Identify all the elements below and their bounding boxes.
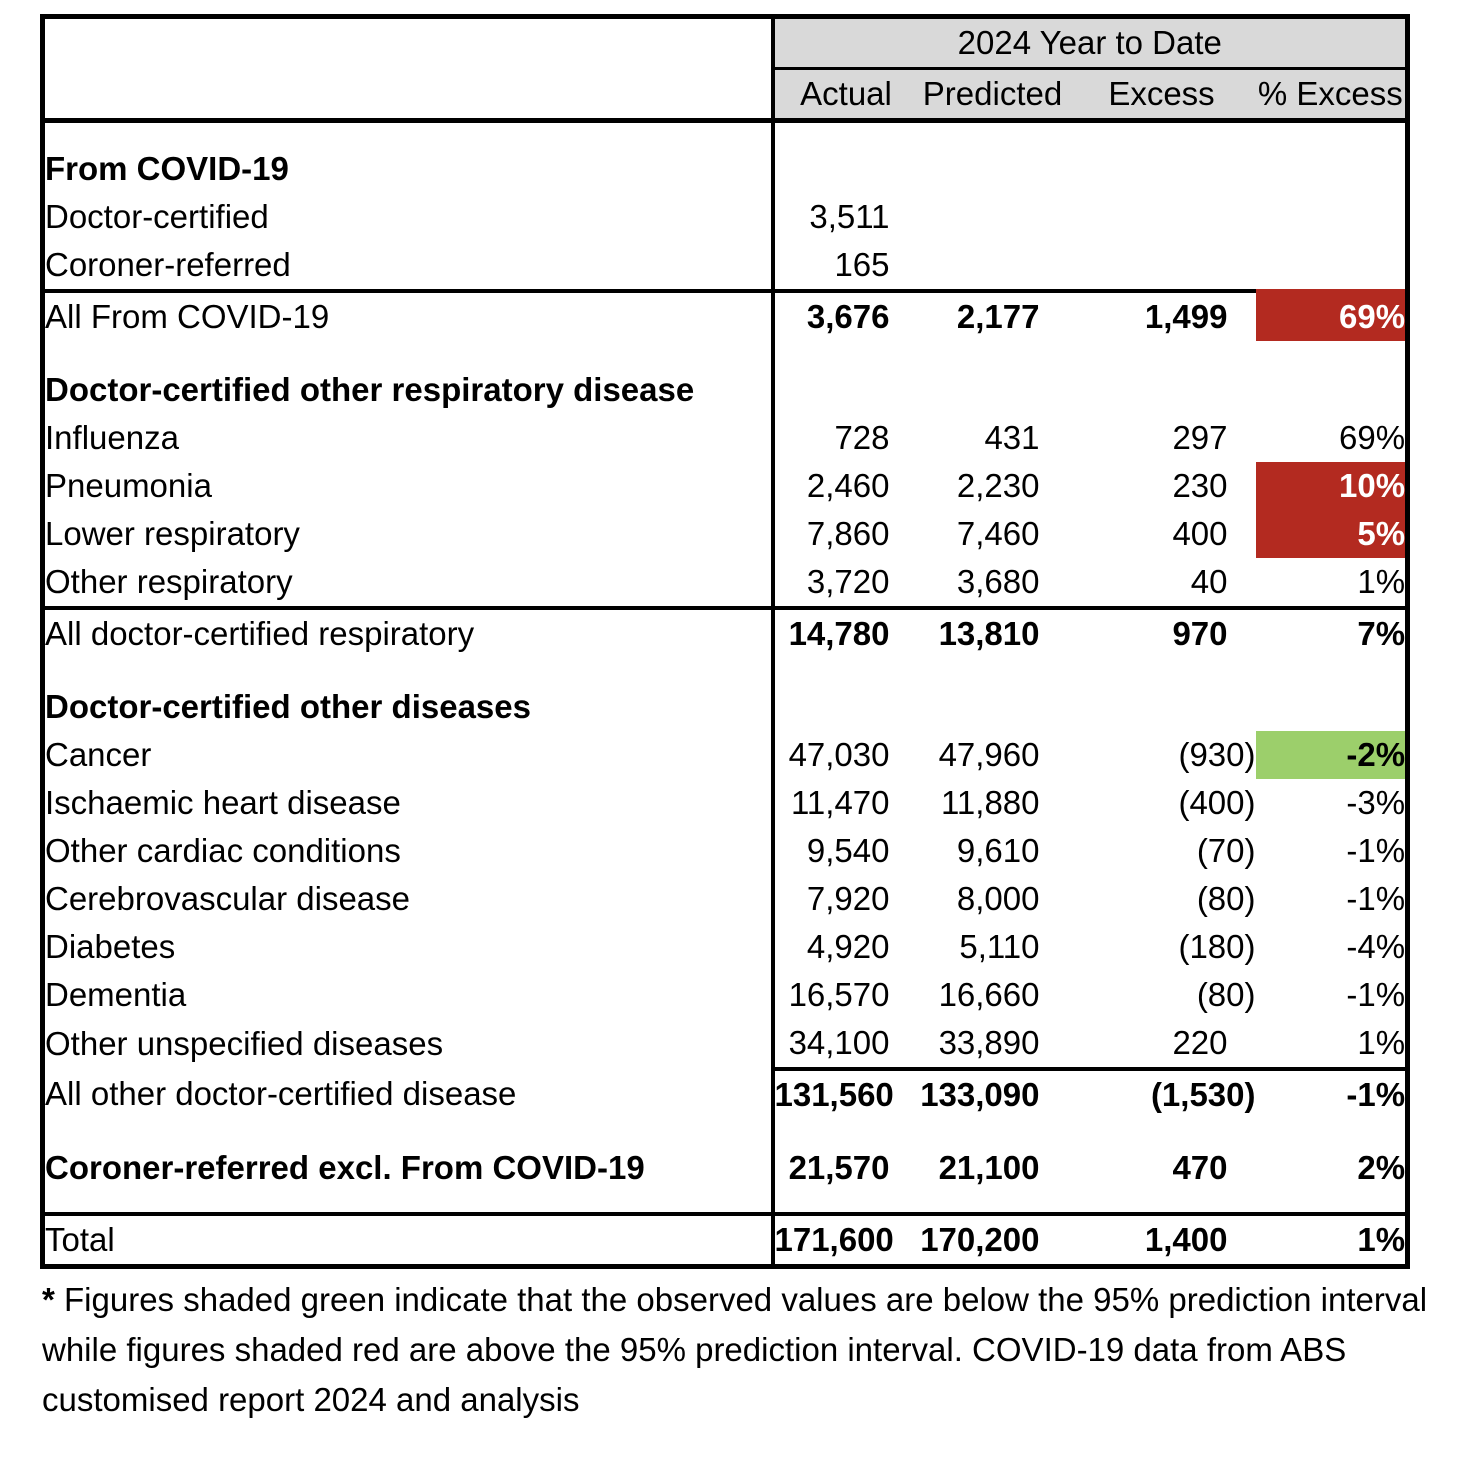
table-row [43,779,1408,827]
cell-excess [1068,683,1256,731]
row-label: Other cardiac conditions [43,827,773,875]
table-row [43,608,1408,658]
cell-actual: 47,030 [788,736,890,773]
column-header-excess: % Excess [1256,69,1408,121]
cell-actual: 2,460 [806,467,890,504]
cell-predicted: 3,680 [956,563,1040,600]
cell-percent-excess: 7% [1256,608,1408,658]
cell-excess: (80) [1196,976,1256,1013]
cell-predicted: 133,090 [918,1069,1068,1119]
cell-actual: 14,780 [773,608,918,658]
cell-percent-excess [1256,145,1408,193]
cell-excess: 220 [1172,1024,1228,1061]
cell-excess: (70) [1196,832,1256,869]
cell-percent-excess: 1% [1357,1024,1406,1061]
cell-actual: 16,570 [788,976,890,1013]
table-row [43,145,1408,193]
cell-predicted [918,683,1068,731]
cell-excess: (80) [1196,880,1256,917]
row-label: Ischaemic heart disease [43,779,773,827]
cell-actual [773,1119,918,1144]
spacer-row [43,1119,1408,1144]
cell-percent-excess: 1% [1357,563,1406,600]
cell-excess [1068,145,1256,193]
cell-excess: (930) [1178,736,1256,773]
cell-percent-excess: 10% [1256,462,1408,510]
cell-predicted [918,1192,1068,1214]
cell-excess: 230 [1172,467,1228,504]
table-title: 2024 Year to Date [773,17,1408,69]
table-row [43,241,1408,291]
column-header-excess: Excess [1068,69,1256,121]
cell-actual [773,658,918,683]
cell-excess [1068,241,1256,291]
table-body [43,121,1408,1267]
row-label: All doctor-certified respiratory [43,608,773,658]
cell-excess: 40 [1190,563,1228,600]
row-label: Doctor-certified other diseases [43,683,773,731]
cell-excess [1068,1192,1256,1214]
cell-actual [773,121,918,146]
footnote [42,1275,1442,1425]
cell-predicted [918,658,1068,683]
cell-excess: (180) [1178,928,1256,965]
cell-actual: 11,470 [791,784,890,821]
cell-excess: 1,400 [1068,1214,1256,1267]
cell-predicted: 5,110 [959,928,1040,965]
cell-predicted: 13,810 [918,608,1068,658]
row-label: Influenza [43,414,773,462]
cell-predicted: 21,100 [938,1149,1040,1186]
cell-excess [1068,1119,1256,1144]
cell-percent-excess [1256,193,1408,241]
cell-percent-excess: -1% [1346,976,1406,1013]
cell-percent-excess: 69% [1256,291,1408,341]
cell-percent-excess: -3% [1346,784,1406,821]
row-label [43,121,773,146]
table-row [43,462,1408,510]
table-row [43,875,1408,923]
cell-predicted: 2,230 [956,467,1040,504]
spacer-row [43,658,1408,683]
cell-percent-excess: 5% [1256,510,1408,558]
cell-percent-excess [1256,683,1408,731]
cell-excess: (400) [1178,784,1256,821]
row-label: Doctor-certified [43,193,773,241]
table-row [43,193,1408,241]
cell-excess: 470 [1172,1149,1228,1186]
row-label: Cancer [43,731,773,779]
cell-percent-excess: 2% [1357,1149,1406,1186]
cell-predicted [918,341,1068,366]
cell-actual: 165 [834,246,890,283]
table-row [43,683,1408,731]
cell-predicted: 7,460 [956,515,1040,552]
excess-mortality-table [40,14,1410,1269]
row-label [43,1119,773,1144]
cell-predicted: 8,000 [956,880,1040,917]
table-row [43,923,1408,971]
cell-actual: 7,920 [806,880,890,917]
cell-actual: 3,511 [809,198,890,235]
cell-predicted: 33,890 [938,1024,1040,1061]
cell-actual: 4,920 [806,928,890,965]
table-row [43,1069,1408,1119]
cell-actual [773,341,918,366]
cell-predicted [918,121,1068,146]
column-header-predicted: Predicted [918,69,1068,121]
cell-actual [773,1192,918,1214]
row-label: Dementia [43,971,773,1019]
spacer-row [43,121,1408,146]
cell-excess: 297 [1172,419,1228,456]
cell-actual: 9,540 [806,832,890,869]
row-label: From COVID-19 [43,145,773,193]
cell-actual [773,145,918,193]
cell-excess [1068,193,1256,241]
corner-cell [43,17,773,121]
cell-predicted: 47,960 [938,736,1040,773]
spacer-row [43,341,1408,366]
cell-actual [773,366,918,414]
table-row [43,1019,1408,1069]
row-label [43,341,773,366]
row-label: All other doctor-certified disease [43,1069,773,1119]
cell-actual: 728 [834,419,890,456]
cell-excess [1068,341,1256,366]
cell-actual: 21,570 [788,1149,890,1186]
row-label: Pneumonia [43,462,773,510]
cell-percent-excess: -1% [1256,1069,1408,1119]
cell-excess [1068,121,1256,146]
cell-actual: 3,676 [773,291,918,341]
cell-predicted [918,193,1068,241]
cell-actual: 3,720 [806,563,890,600]
row-label: Other respiratory [43,558,773,608]
cell-percent-excess [1256,241,1408,291]
table-row [43,731,1408,779]
cell-percent-excess [1256,121,1408,146]
cell-predicted: 431 [984,419,1040,456]
cell-excess: 970 [1068,608,1256,658]
cell-predicted: 11,880 [941,784,1040,821]
cell-percent-excess [1256,366,1408,414]
cell-excess [1068,658,1256,683]
table-row [43,414,1408,462]
cell-actual: 131,560 [773,1069,918,1119]
cell-predicted: 2,177 [918,291,1068,341]
cell-excess [1068,366,1256,414]
cell-predicted: 16,660 [938,976,1040,1013]
cell-percent-excess: -2% [1256,731,1408,779]
cell-predicted: 170,200 [918,1214,1068,1267]
group-header-row [43,17,1408,69]
cell-percent-excess [1256,341,1408,366]
row-label: Coroner-referred [43,241,773,291]
cell-percent-excess: -1% [1346,880,1406,917]
cell-actual: 171,600 [773,1214,918,1267]
table-row [43,291,1408,341]
cell-percent-excess: 69% [1338,419,1406,456]
row-label: Diabetes [43,923,773,971]
row-label: Other unspecified diseases [43,1019,773,1069]
cell-actual [773,683,918,731]
row-label: All From COVID-19 [43,291,773,341]
cell-excess: 400 [1172,515,1228,552]
cell-actual: 34,100 [788,1024,890,1061]
table-row [43,510,1408,558]
table-row [43,971,1408,1019]
cell-percent-excess: -1% [1346,832,1406,869]
table-row [43,827,1408,875]
row-label: Lower respiratory [43,510,773,558]
table-row [43,1214,1408,1267]
cell-predicted [918,1119,1068,1144]
row-label: Doctor-certified other respiratory disease [43,366,773,414]
cell-percent-excess: 1% [1256,1214,1408,1267]
row-label: Coroner-referred excl. From COVID-19 [43,1144,773,1192]
cell-predicted [918,145,1068,193]
table-row [43,366,1408,414]
column-header-actual: Actual [773,69,918,121]
cell-predicted: 9,610 [956,832,1040,869]
cell-percent-excess [1256,658,1408,683]
cell-predicted [918,366,1068,414]
row-label [43,658,773,683]
cell-predicted [918,241,1068,291]
row-label: Total [43,1214,773,1267]
row-label [43,1192,773,1214]
spacer-row [43,1192,1408,1214]
footnote-asterisk: * [42,1281,55,1318]
cell-percent-excess [1256,1119,1408,1144]
cell-excess: (1,530) [1068,1069,1256,1119]
cell-percent-excess: -4% [1346,928,1406,965]
footnote-text: Figures shaded green indicate that the observed values are below the 95% prediction interval while figures shaded red are above the 95% prediction interval. COVID-19 data from ABS customised report 2024 and analysis [42,1281,1428,1418]
cell-excess: 1,499 [1068,291,1256,341]
cell-actual: 7,860 [806,515,890,552]
row-label: Cerebrovascular disease [43,875,773,923]
cell-percent-excess [1256,1192,1408,1214]
table-row [43,1144,1408,1192]
table-row [43,558,1408,608]
